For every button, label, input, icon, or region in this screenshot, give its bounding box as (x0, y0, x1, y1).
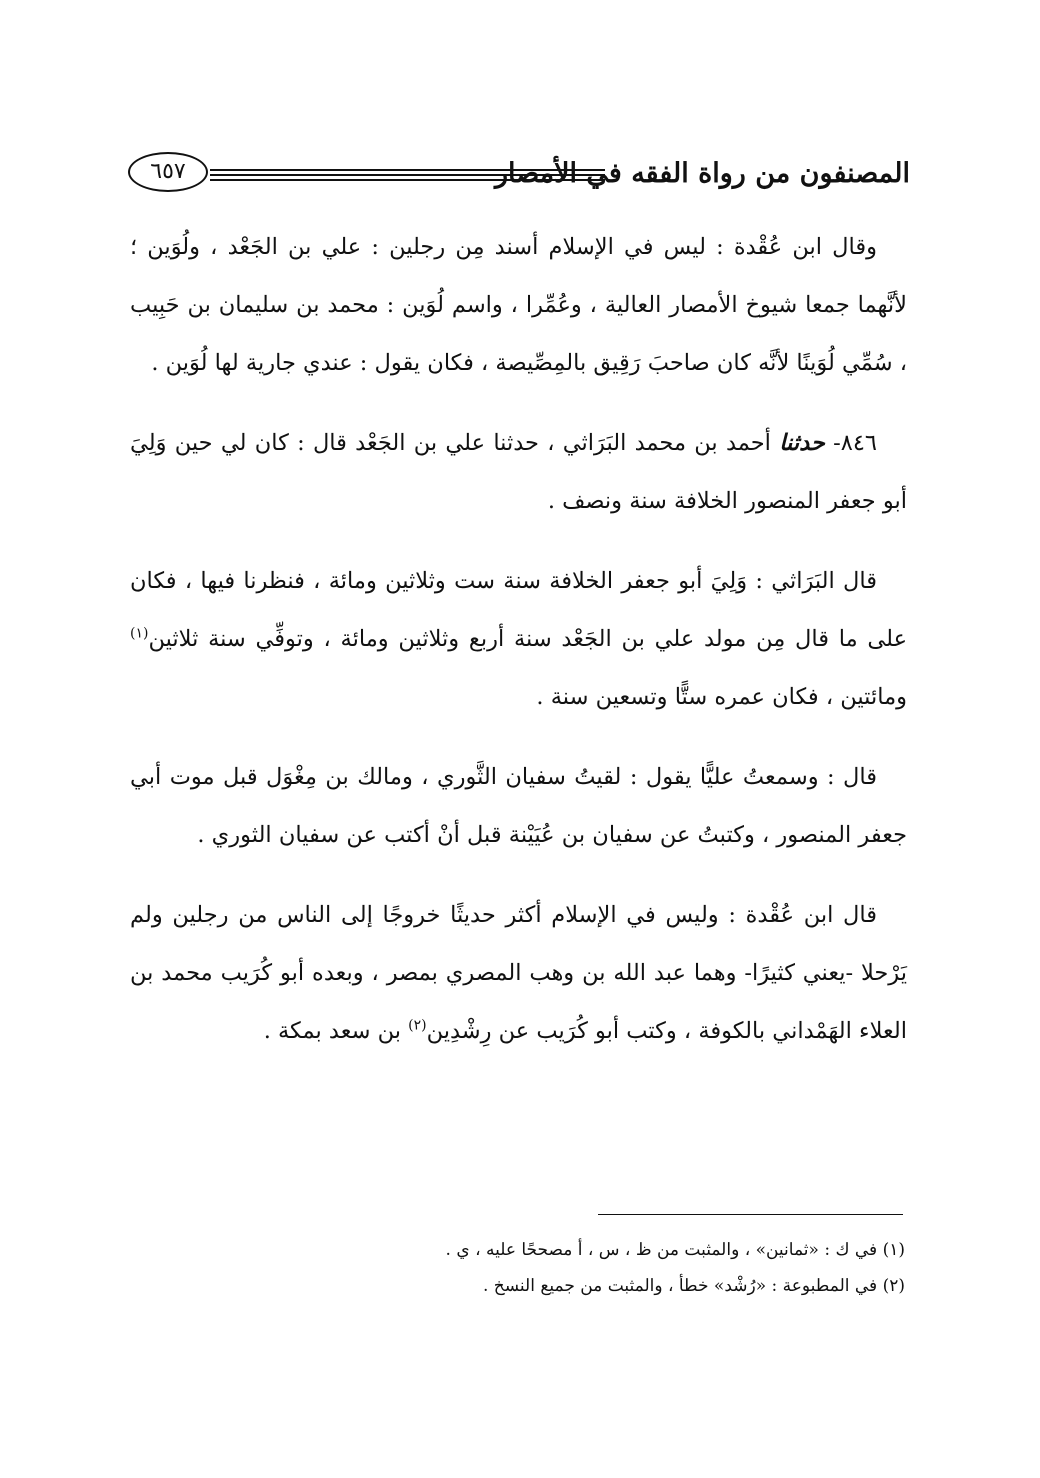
header-ornamental-rules (210, 169, 605, 183)
paragraph (130, 748, 907, 864)
paragraph-text: أحمد بن محمد البَرَاثي ، حدثنا علي بن الجَعْد قال : كان لي حين وَلِيَ أبو جعفر المنصور الخلافة سنة ونصف . (130, 430, 907, 514)
paragraph-text: قال ابن عُقْدة : وليس في الإسلام أكثر حديثًا خروجًا إلى الناس من رجلين ولم يَرْحلا -يعني كثيرًا- وهما عبد الله بن وهب المصري بمصر ، وبعده أبو كُرَيب محمد بن العلاء الهَمْداني بالكوفة ، وكتب أبو كُرَيب عن رِشْدِين (130, 902, 907, 1044)
footnotes (130, 1232, 905, 1304)
header-rule-line (210, 174, 605, 176)
paragraph (130, 886, 907, 1060)
paragraph-text: ومائتين ، فكان عمره ستًّا وتسعين سنة . (536, 684, 907, 710)
footnote-marker[interactable]: (٢) (408, 1017, 427, 1034)
footnote-separator (598, 1214, 903, 1215)
paragraph (130, 218, 907, 392)
page-number: ٦٥٧ (150, 159, 186, 184)
running-header (128, 152, 910, 202)
main-text (130, 218, 907, 1060)
footnote-marker[interactable]: (١) (130, 625, 149, 642)
paragraph-text: قال : وسمعتُ عليًّا يقول : لقيتُ سفيان الثَّوري ، ومالك بن مِغْوَل قبل موت أبي جعفر المنصور ، وكتبتُ عن سفيان بن عُيَيْنة قبل أنْ أكتب عن سفيان الثوري . (130, 764, 907, 848)
paragraph (130, 552, 907, 726)
footnote: (٢) في المطبوعة : «رُشْد» خطأ ، والمثبت من جميع النسخ . (482, 1276, 905, 1296)
page-number-badge (128, 152, 208, 192)
header-rule-line (210, 169, 605, 171)
footnote: (١) في ك : «ثمانين» ، والمثبت من ظ ، س ، أ مصححًا عليه ، ي . (445, 1240, 905, 1260)
paragraph-hadith (130, 414, 907, 530)
header-title: المصنفون من رواة الفقه في الأمصار (494, 158, 910, 189)
paragraph-text: قال البَرَاثي : وَلِيَ أبو جعفر الخلافة سنة ست وثلاثين ومائة ، فنظرنا فيها ، فكان على ما قال مِن مولد علي بن الجَعْد سنة أربع وثلاثين ومائة ، وتوفِّي سنة ثلاثين (130, 568, 907, 652)
header-rule-line (210, 179, 605, 181)
hadith-number: ٨٤٦- (833, 430, 877, 456)
paragraph-text: بن سعد بمكة . (263, 1018, 401, 1044)
paragraph-text: وقال ابن عُقْدة : ليس في الإسلام أسند مِن رجلين : علي بن الجَعْد ، ولُوَين ؛ لأنَّهما جمعا شيوخ الأمصار العالية ، وعُمِّرا ، واسم لُوَين : محمد بن سليمان بن حَبِيب ، سُمِّي لُوَينًا لأنَّه كان صاحبَ رَقِيق بالمِصِّيصة ، فكان يقول : عندي جارية لها لُوَين . (130, 234, 907, 376)
hadith-narration-word: حدثنا (779, 430, 825, 456)
